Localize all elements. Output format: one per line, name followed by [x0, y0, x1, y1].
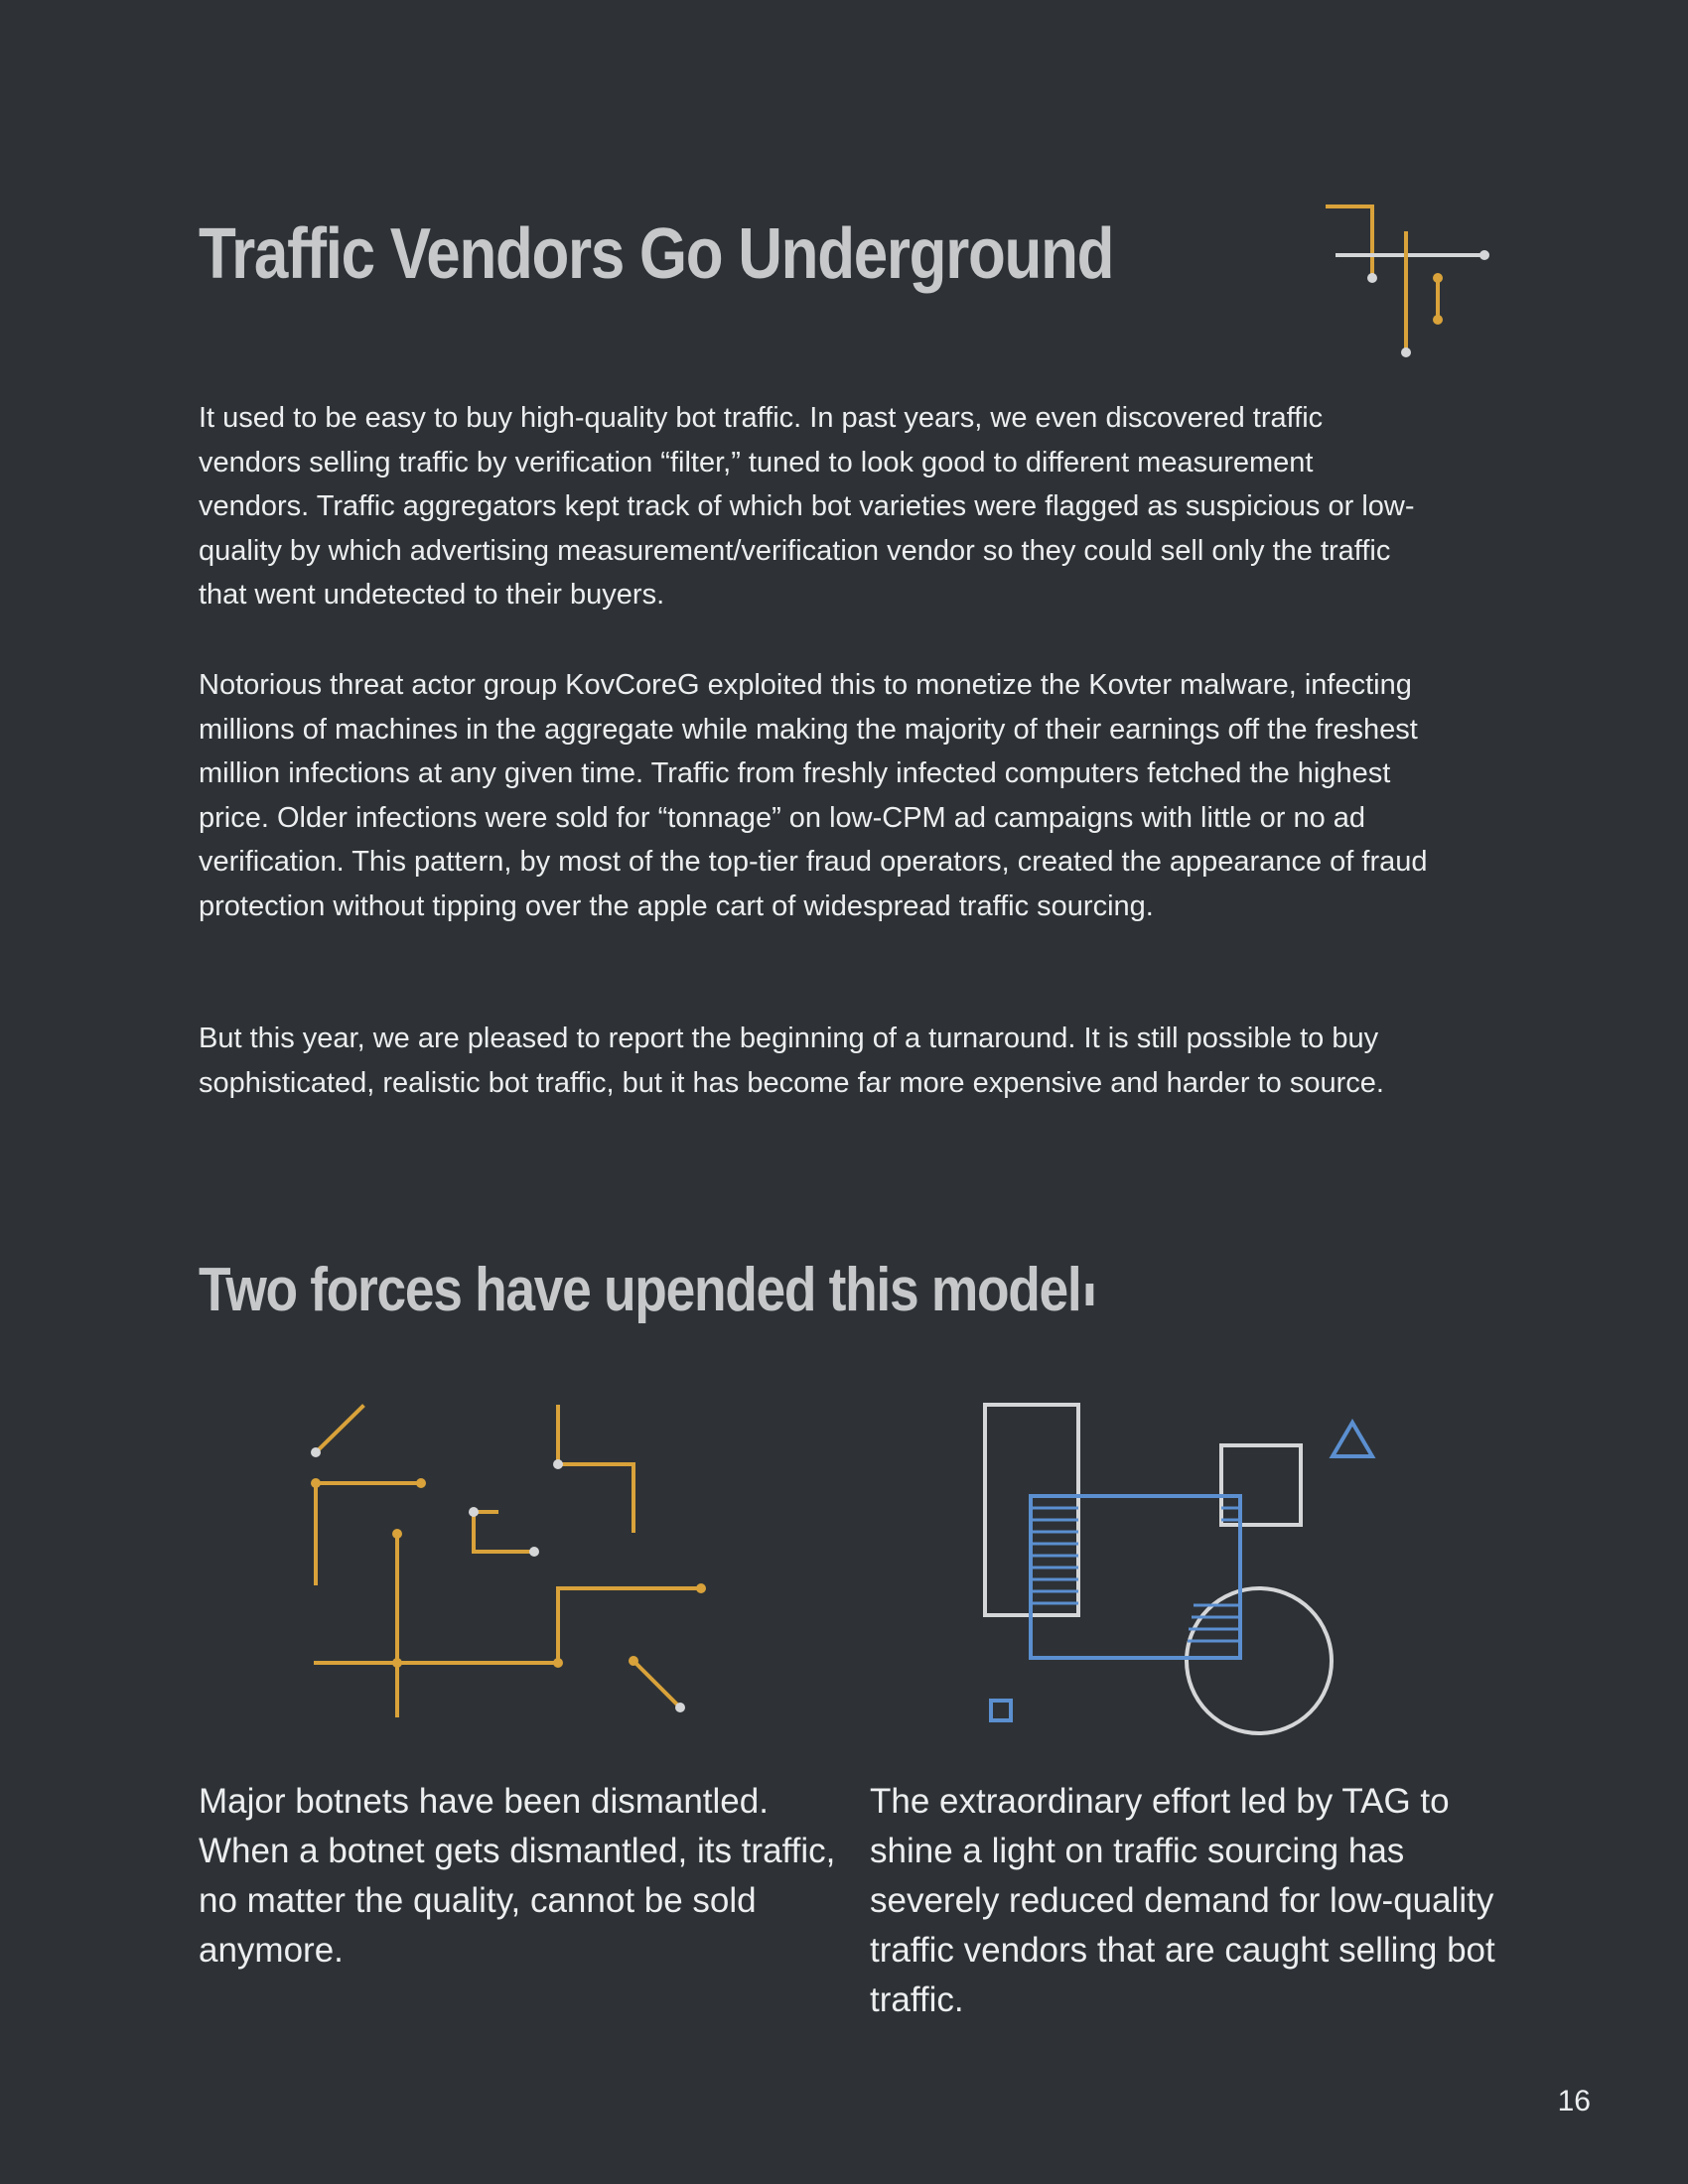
circuit-network-icon — [298, 1395, 735, 1722]
page-number: 16 — [1557, 2085, 1591, 2117]
circuit-lines-icon — [1311, 199, 1509, 367]
botnets-caption: Major botnets have been dismantled. When a botnet gets dismantled, its traffic, no matter the quality, cannot be sold anymore. — [199, 1782, 836, 1970]
intro-paragraph: It used to be easy to buy high-quality bot traffic. In past years, we even discovered traffic vendors selling traffic by verification “filter,” tuned to look good to different measurement vendors. Traffic aggregators kept track of which bot varieties were flagged as suspicious or low-quality by which advertising measurement/verification vendor so they could sell only the traffic that went undetected to their buyers. — [199, 402, 1415, 611]
heading-bullet — [1086, 1284, 1094, 1305]
kovcoreg-paragraph: Notorious threat actor group KovCoreG exploited this to monetize the Kovter malware, infecting millions of machines in the aggregate while making the majority of their earnings off the freshest million infections at any given time. Traffic from freshly infected computers fetched the highest price. Older infections were sold for “tonnage” on low-CPM ad campaigns with little or no ad verification. This pattern, by most of the top-tier fraud operators, created the appearance of fraud protection without tipping over the apple cart of widespread traffic sourcing. — [199, 669, 1428, 922]
tag-effort-caption: The extraordinary effort led by TAG to shine a light on traffic sourcing has severely reduced demand for low-quality traffic vendors that are caught selling bot traffic. — [870, 1782, 1495, 2019]
section-heading — [199, 1253, 1093, 1328]
turnaround-paragraph: But this year, we are pleased to report the beginning of a turnaround. It is still possible to buy sophisticated, realistic bot traffic, but it has become far more expensive and harder to source. — [199, 1023, 1384, 1099]
geometric-shapes-icon — [973, 1395, 1390, 1737]
page-title: Traffic Vendors Go Underground — [199, 214, 1114, 294]
section-heading-text: Two forces have upended this model — [199, 1256, 1081, 1324]
